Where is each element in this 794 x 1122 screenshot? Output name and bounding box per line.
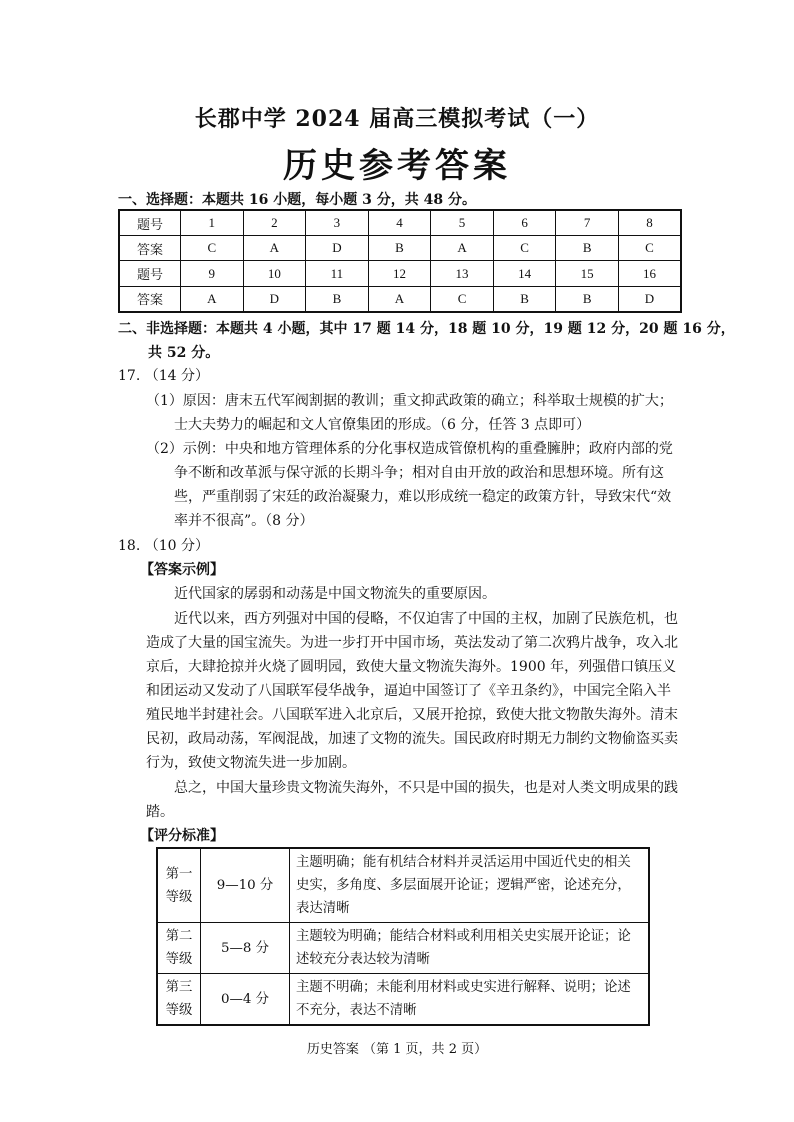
description-line: 史实，多角度、多层面展开论证；逻辑严密，论述充分， — [296, 878, 631, 893]
q17-part2-line: （2）示例：中央和地方管理体系的分化事权造成管僚机构的重叠臃肿；政府内部的党 — [146, 441, 673, 457]
answer-example-heading: 【答案示例】 — [140, 562, 224, 578]
answer-cell: C — [618, 236, 681, 261]
grade-level — [157, 923, 201, 974]
q17-number: 17. （14 分） — [118, 368, 209, 384]
table-row — [157, 923, 649, 974]
q18-body-line: 近代以来，西方列强对中国的侵略，不仅迫害了中国的主权，加剧了民族危机，也 — [174, 611, 678, 627]
q17-part1-line: 士大夫势力的崛起和文人官僚集团的形成。（6 分，任答 3 点即可） — [174, 417, 591, 433]
question-number: 9 — [181, 261, 244, 286]
row-label: 题号 — [119, 261, 181, 286]
question-number: 5 — [431, 210, 494, 236]
question-number: 7 — [556, 210, 619, 236]
answer-cell: C — [431, 286, 494, 312]
answer-cell: B — [493, 286, 556, 312]
table-row — [119, 286, 681, 312]
grade-description — [290, 974, 650, 1026]
answer-cell: C — [493, 236, 556, 261]
answer-cell: C — [181, 236, 244, 261]
question-number: 2 — [243, 210, 306, 236]
description-line: 主题不明确；未能利用材料或史实进行解释、说明；论述 — [296, 980, 631, 995]
table-row — [119, 261, 681, 286]
question-number: 8 — [618, 210, 681, 236]
description-line: 主题明确；能有机结合材料并灵活运用中国近代史的相关 — [296, 855, 631, 870]
description-line: 述较充分表达较为清晰 — [296, 952, 430, 967]
section2-heading: 二、非选择题：本题共 4 小题，其中 17 题 14 分，18 题 10 分，19 题 12 分，20 题 16 分， — [118, 321, 735, 337]
exam-title: 长郡中学 2024 届高三模拟考试（一） — [194, 106, 600, 132]
answer-cell: A — [181, 286, 244, 312]
answer-cell: B — [556, 286, 619, 312]
q18-thesis: 近代国家的孱弱和动荡是中国文物流失的重要原因。 — [174, 586, 496, 602]
answer-cell: D — [618, 286, 681, 312]
answer-cell: A — [368, 286, 431, 312]
answer-cell: B — [556, 236, 619, 261]
table-row — [157, 974, 649, 1026]
grade-level — [157, 848, 201, 923]
question-number: 13 — [431, 261, 494, 286]
grade-level-text: 等级 — [165, 889, 193, 905]
q18-body-line: 殖民地半封建社会。八国联军进入北京后，又展开抢掠，致使大批文物散失海外。清末 — [146, 707, 678, 723]
q18-conclusion-line: 总之，中国大量珍贵文物流失海外，不只是中国的损失，也是对人类文明成果的践 — [174, 780, 678, 796]
document-title: 历史参考答案 — [283, 146, 511, 186]
answer-cell: D — [306, 236, 369, 261]
answer-cell: A — [243, 236, 306, 261]
description-line: 表达清晰 — [296, 901, 350, 916]
grade-description — [290, 848, 650, 923]
grade-level-text: 第二 — [165, 929, 193, 944]
question-number: 11 — [306, 261, 369, 286]
q17-part1-line: （1）原因：唐末五代军阀割据的教训；重文抑武政策的确立；科举取士规模的扩大； — [146, 393, 673, 409]
row-label: 答案 — [119, 236, 181, 261]
q17-part2-line: 些，严重削弱了宋廷的政治凝聚力，难以形成统一稳定的政策方针，导致宋代“效 — [174, 489, 672, 505]
q18-body-line: 京后，大肆抢掠并火烧了圆明园，致使大量文物流失海外。1900 年，列强借口镇压义 — [146, 659, 677, 675]
table-row — [119, 236, 681, 261]
grading-criteria-table — [156, 847, 650, 1026]
score-range: 9—10 分 — [201, 848, 290, 923]
q18-number: 18. （10 分） — [118, 538, 209, 554]
question-number: 15 — [556, 261, 619, 286]
section2-heading-cont: 共 52 分。 — [148, 345, 220, 361]
row-label: 答案 — [119, 286, 181, 312]
answer-cell: B — [306, 286, 369, 312]
section1-heading: 一、选择题：本题共 16 小题，每小题 3 分，共 48 分。 — [118, 192, 476, 208]
question-number: 6 — [493, 210, 556, 236]
table-row — [157, 848, 649, 923]
grade-level-text: 等级 — [165, 952, 193, 967]
score-range: 0—4 分 — [201, 974, 290, 1026]
grade-level-text: 等级 — [165, 1003, 193, 1018]
description-line: 不充分，表达不清晰 — [296, 1003, 417, 1018]
grade-level-text: 第三 — [165, 980, 193, 995]
question-number: 4 — [368, 210, 431, 236]
question-number: 12 — [368, 261, 431, 286]
question-number: 10 — [243, 261, 306, 286]
answer-cell: D — [243, 286, 306, 312]
question-number: 14 — [493, 261, 556, 286]
grade-level-text: 第一 — [165, 866, 193, 882]
page-footer: 历史答案 （第 1 页，共 2 页） — [306, 1042, 488, 1057]
q18-body-line: 行为，致使文物流失进一步加剧。 — [146, 755, 356, 771]
question-number: 3 — [306, 210, 369, 236]
grade-level — [157, 974, 201, 1026]
answer-cell: A — [431, 236, 494, 261]
answer-cell: B — [368, 236, 431, 261]
row-label: 题号 — [119, 210, 181, 236]
q18-body-line: 造成了大量的国宝流失。为进一步打开中国市场，英法发动了第二次鸦片战争，攻入北 — [146, 635, 678, 651]
criteria-heading: 【评分标准】 — [140, 828, 224, 844]
table-row — [119, 210, 681, 236]
q18-body-line: 民初，政局动荡，军阀混战，加速了文物的流失。国民政府时期无力制约文物偷盗买卖 — [146, 731, 678, 747]
question-number: 16 — [618, 261, 681, 286]
description-line: 主题较为明确；能结合材料或利用相关史实展开论证；论 — [296, 929, 631, 944]
q18-body-line: 和团运动又发动了八国联军侵华战争，逼迫中国签订了《辛丑条约》，中国完全陷入半 — [146, 683, 671, 699]
score-range: 5—8 分 — [201, 923, 290, 974]
question-number: 1 — [181, 210, 244, 236]
q17-part2-line: 争不断和改革派与保守派的长期斗争；相对自由开放的政治和思想环境。所有这 — [174, 465, 664, 481]
multiple-choice-answer-table — [118, 209, 682, 313]
q18-conclusion-line: 踏。 — [146, 804, 174, 820]
grade-description — [290, 923, 650, 974]
q17-part2-line: 率并不很高”。（8 分） — [174, 513, 314, 529]
